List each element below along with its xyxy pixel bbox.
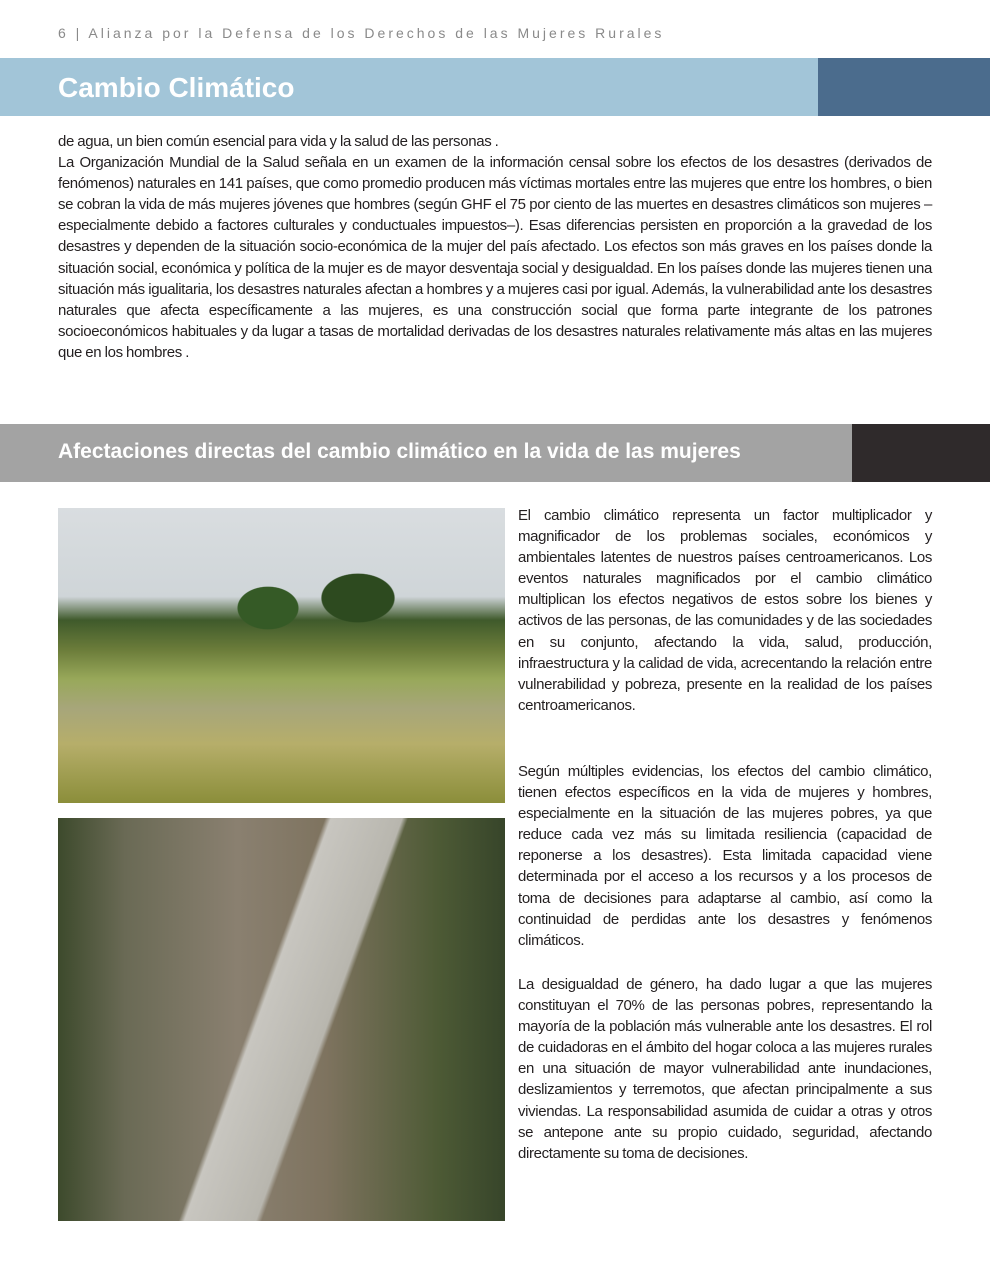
subsection-accent-block (852, 424, 990, 482)
banner-accent-block (818, 58, 990, 116)
paragraph: El cambio climático representa un factor multiplicador y magnificador de los problemas sociales, económicos y ambientales latentes de nuestros países centroamericanos. Los eventos naturales magnificados por el cambio climático multiplican los efectos negativos de estos sobre los bienes y activos de las personas, de las comunidades y de las sociedades en su conjunto, afectando la vida, salud, producción, infraestructura y la calidad de vida, acrecentando la relación entre vulnerabilidad y pobreza, presente en la realidad de los países centroamericanos. (518, 507, 932, 714)
paragraph: La desigualdad de género, ha dado lugar a que las mujeres constituyan el 70% de las personas pobres, representando la mayoría de la población más vulnerable ante los desastres. El rol de cuidadoras en el ámbito del hogar coloca a las mujeres rurales en una situación de mayor vulnerabilidad ante inundaciones, deslizamientos y terremotos, que afectan principalmente a sus viviendas. La responsabilidad asumida de cuidar a otras y otros se antepone ante su propio cuidado, seguridad, afectando directamente su toma de decisiones. (518, 976, 932, 1162)
intro-text (58, 131, 932, 363)
flooded-field-photo (58, 508, 505, 803)
paragraph: Según múltiples evidencias, los efectos del cambio climático, tienen efectos específicos en la vida de mujeres y hombres, especialmente en la situación de las mujeres pobres, ya que reduce cada vez más su limitada resiliencia (capacidad de reponerse a los desastres). Esta limitada capacidad viene determinada por el acceso a los recursos y a los procesos de toma de decisiones para adaptarse al cambio, así como la continuidad de perdidas ante los desastres y fenómenos climáticos. (518, 763, 932, 949)
paragraph: La Organización Mundial de la Salud señala en un examen de la información censal sobre los efectos de los desastres (derivados de fenómenos) naturales en 141 países, que como promedio producen más víctimas mortales entre las mujeres que entre los hombres, o bien se cobran la vida de más mujeres jóvenes que hombres (según GHF el 75 por ciento de las muertes en desastres climáticos son mujeres –especialmente debido a factores culturales y conductuales impuestos–). Esas diferencias persisten en proporción a la gravedad de los desastres y dependen de la situación socio-económica de la mujer del país afectado. Los efectos son más graves en los países donde la situación social, económica y política de la mujer es de mayor desventaja social y desigualdad. En los países donde las mujeres tienen una situación más igualitaria, los desastres naturales afectan a hombres y a mujeres casi por igual. Además, la vulnerabilidad ante los desastres naturales que afecta específicamente a las mujeres, es una construcción social que forma parte integrante de los patrones socioeconómicos habituales y da lugar a tasas de mortalidad derivadas de los desastres naturales relativamente más altas en las mujeres que en los hombres . (58, 154, 932, 361)
paragraph: de agua, un bien común esencial para vida y la salud de las personas . (58, 133, 499, 150)
running-header: 6 | Alianza por la Defensa de los Derechos de las Mujeres Rurales (58, 25, 665, 41)
landslide-photo (58, 818, 505, 1221)
section-title: Cambio Climático (58, 72, 295, 103)
subsection-title: Afectaciones directas del cambio climático en la vida de las mujeres (58, 440, 741, 463)
section-banner (0, 58, 818, 116)
subsection-banner (0, 424, 852, 482)
